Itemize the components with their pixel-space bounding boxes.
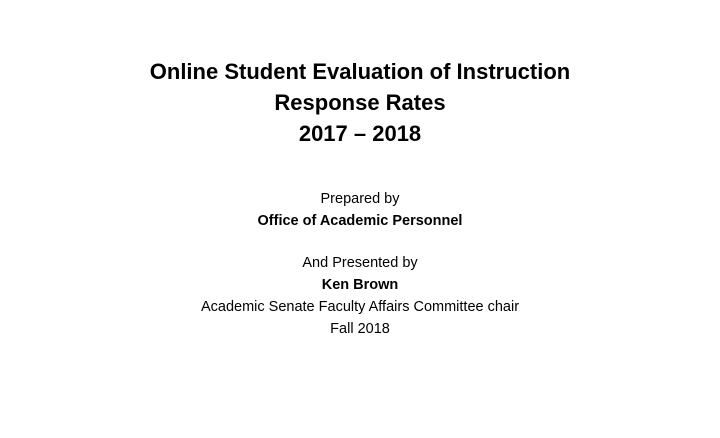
presenter-name: Ken Brown (321, 277, 399, 293)
slide-title (0, 56, 720, 149)
title-line-3: 2017 – 2018 (298, 121, 422, 146)
presented-by-label: And Presented by (302, 255, 418, 271)
presentation-term: Fall 2018 (330, 321, 390, 337)
credits-block (0, 188, 720, 340)
title-line-2: Response Rates (274, 90, 446, 115)
prepared-by-label: Prepared by (320, 191, 400, 207)
presenter-role: Academic Senate Faculty Affairs Committee chair (200, 299, 520, 315)
spacer (0, 232, 720, 252)
prepared-by-office: Office of Academic Personnel (257, 213, 463, 229)
title-line-1: Online Student Evaluation of Instruction (149, 59, 571, 84)
